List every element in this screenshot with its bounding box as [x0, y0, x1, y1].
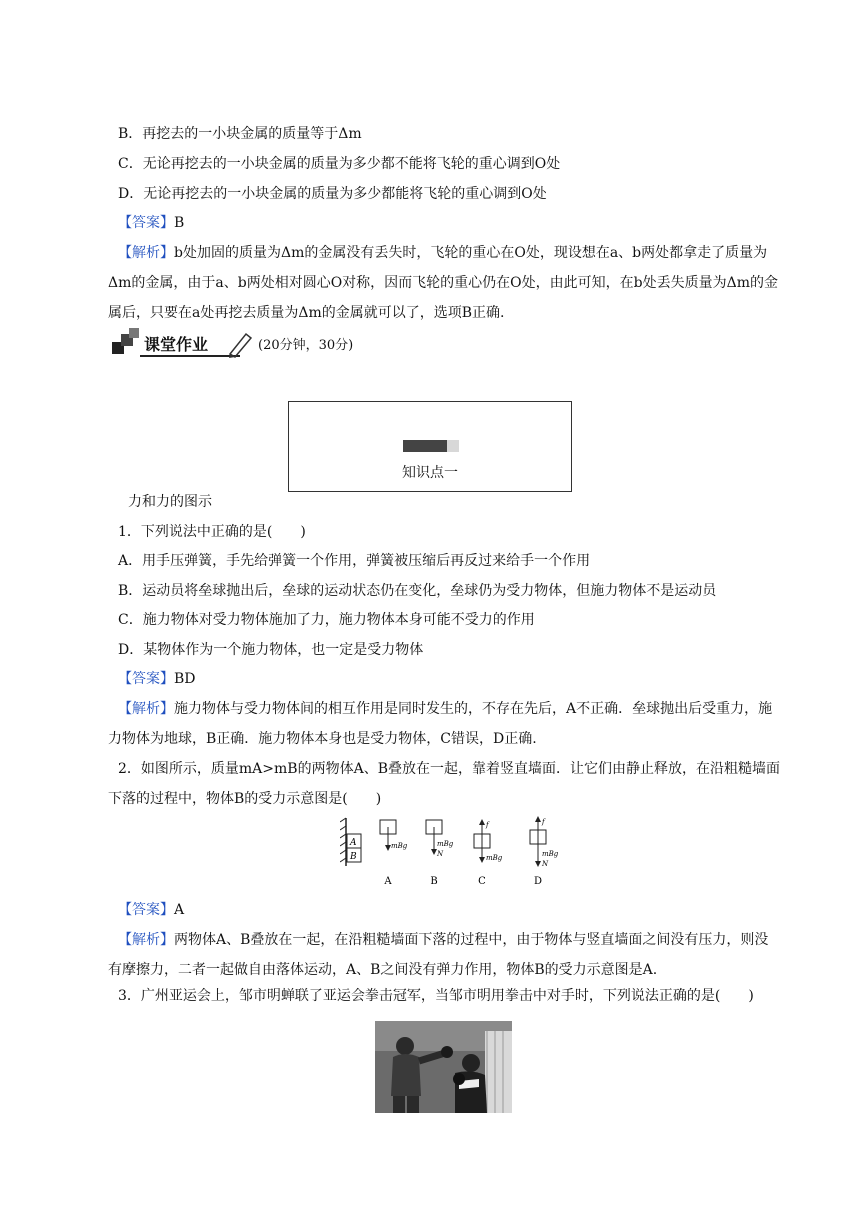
- diagram-option-d: [530, 816, 559, 887]
- q2-analysis: [108, 925, 780, 985]
- q1-option-d: D．某物体作为一个施力物体，也一定是受力物体: [118, 642, 424, 658]
- answer-value: A: [174, 902, 185, 918]
- answer-value: BD: [174, 671, 196, 687]
- f-label: f: [486, 821, 489, 829]
- answer-line: [118, 213, 184, 233]
- option-b: B．再挖去的一小块金属的质量等于Δm: [118, 126, 362, 142]
- knowledge-bar-icon: [403, 440, 459, 452]
- block-a-label: A: [350, 838, 357, 848]
- opt-c-label: C: [478, 876, 486, 887]
- q1-analysis: [108, 694, 780, 754]
- analysis-text: 施力物体与受力物体间的相互作用是同时发生的，不存在先后，A不正确．垒球抛出后受重力，施力物体为地球，B正确．施力物体本身也是受力物体，C错误，D正确.: [108, 701, 773, 747]
- q1-option-c: C．施力物体对受力物体施加了力，施力物体本身可能不受力的作用: [118, 612, 535, 628]
- knowledge-point-box: [288, 401, 572, 492]
- option-d: D．无论再挖去的一小块金属的质量为多少都能将飞轮的重心调到O处: [118, 186, 547, 202]
- answer-tag: 【答案】: [118, 215, 174, 231]
- analysis-paragraph: [108, 238, 780, 328]
- analysis-tag: 【解析】: [118, 701, 174, 717]
- answer-value: B: [174, 215, 185, 231]
- n-label: N: [542, 860, 549, 868]
- mbg-label: mBg: [437, 840, 454, 848]
- analysis-tag: 【解析】: [118, 932, 174, 948]
- opt-b-label: B: [430, 876, 438, 887]
- n-label: N: [437, 850, 444, 858]
- section-header: [112, 328, 412, 360]
- mbg-label: mBg: [391, 842, 408, 850]
- wall-figure: [340, 818, 361, 866]
- analysis-tag: 【解析】: [118, 245, 174, 261]
- diagram-option-c: [474, 819, 503, 887]
- q1-answer-line: [118, 669, 196, 689]
- section-time: (20分钟，30分): [258, 338, 354, 353]
- diagram-option-b: [426, 820, 454, 887]
- f-label: f: [542, 818, 545, 826]
- block-b-label: B: [350, 852, 357, 862]
- pencil-icon: [224, 330, 254, 358]
- q2-stem: 2．如图所示，质量mA>mB的两物体A、B叠放在一起，靠着竖直墙面．让它们由静止释放，在沿粗糙墙面下落的过程中，物体B的受力示意图是( ): [108, 761, 780, 807]
- diagram-option-a: [380, 820, 408, 887]
- boxing-photo: [375, 1021, 512, 1113]
- option-c: C．无论再挖去的一小块金属的质量为多少都不能将飞轮的重心调到O处: [118, 156, 561, 172]
- q3-stem: 3．广州亚运会上，邹市明蝉联了亚运会拳击冠军，当邹市明用拳击中对手时，下列说法正确的是( ): [118, 988, 754, 1004]
- q1-option-b: B．运动员将垒球抛出后，垒球的运动状态仍在变化，垒球仍为受力物体，但施力物体不是运动员: [118, 583, 717, 599]
- q2-answer-line: [118, 900, 184, 920]
- knowledge-label: 知识点一: [402, 465, 458, 481]
- knowledge-topic: 力和力的图示: [128, 494, 212, 510]
- q1-option-a: A．用手压弹簧，手先给弹簧一个作用，弹簧被压缩后再反过来给手一个作用: [118, 553, 591, 569]
- q1-stem: 1．下列说法中正确的是( ): [118, 524, 306, 540]
- analysis-text: b处加固的质量为Δm的金属没有丢失时，飞轮的重心在O处，现设想在a、b两处都拿走了质量为Δm的金属，由于a、b两处相对圆心O对称，因而飞轮的重心仍在O处，由此可知，在b处丢失质量为Δm的金属后，只要在a处再挖去质量为Δm的金属就可以了，选项B正确.: [108, 245, 778, 321]
- answer-tag: 【答案】: [118, 671, 174, 687]
- answer-tag: 【答案】: [118, 902, 174, 918]
- badge-square-icon: [129, 328, 139, 338]
- opt-a-label: A: [384, 876, 392, 887]
- mbg-label: mBg: [486, 854, 503, 862]
- q2-force-diagram: [340, 816, 560, 888]
- opt-d-label: D: [533, 876, 543, 887]
- analysis-text: 两物体A、B叠放在一起，在沿粗糙墙面下落的过程中，由于物体与竖直墙面之间没有压力，则没有摩擦力，二者一起做自由落体运动，A、B之间没有弹力作用，物体B的受力示意图是A.: [108, 932, 769, 978]
- mbg-label: mBg: [542, 850, 559, 858]
- section-title: 课堂作业: [144, 335, 209, 354]
